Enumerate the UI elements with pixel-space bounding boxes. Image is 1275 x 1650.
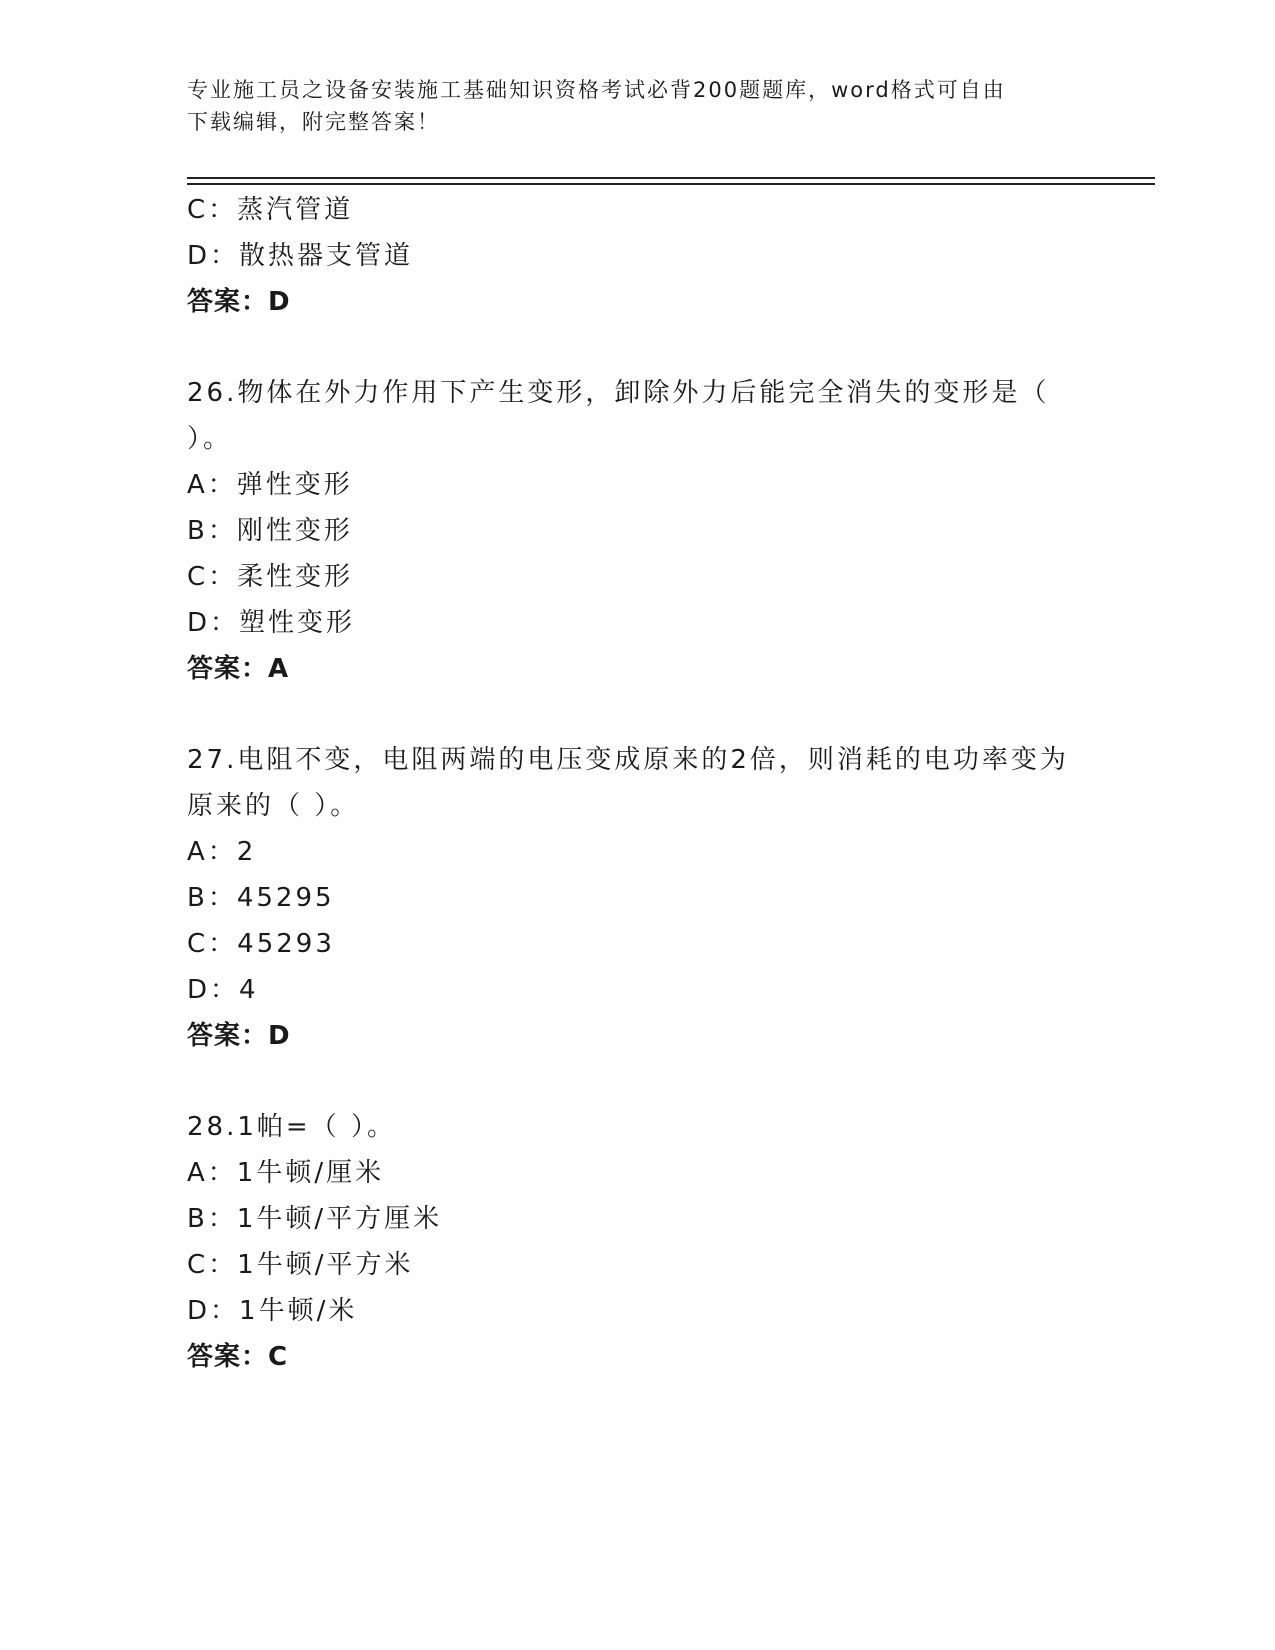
option-label: D：	[187, 975, 240, 1005]
option-c	[187, 554, 1087, 600]
option-text: 45293	[237, 929, 335, 959]
option-label: A：	[187, 837, 237, 867]
option-text: 1牛顿/平方厘米	[236, 1204, 443, 1234]
option-a	[187, 462, 1087, 508]
question-25-continued	[187, 187, 1087, 325]
spacer	[187, 692, 1087, 737]
option-d	[187, 233, 1087, 279]
spacer	[187, 1059, 1087, 1104]
option-d	[187, 1288, 1087, 1334]
option-label: B：	[187, 1204, 237, 1234]
option-text: 刚性变形	[236, 516, 353, 546]
option-label: A：	[187, 470, 237, 500]
question-27	[187, 737, 1087, 1059]
question-stem-line-2: ）。	[187, 424, 233, 454]
question-28	[187, 1104, 1087, 1380]
header-title-line-1: 专业施工员之设备安装施工基础知识资格考试必背200题题库，word格式可自由	[187, 78, 1006, 102]
option-d	[187, 967, 1087, 1013]
option-text: 弹性变形	[236, 470, 353, 500]
option-label: C：	[187, 195, 238, 225]
option-text: 1牛顿/厘米	[236, 1158, 385, 1188]
question-stem-line-1: 28.1帕=（ ）。	[187, 1112, 396, 1142]
option-b	[187, 508, 1087, 554]
option-c	[187, 921, 1087, 967]
option-text: 塑性变形	[239, 608, 356, 638]
header-title-line-2: 下载编辑，附完整答案！	[187, 110, 440, 134]
spacer	[187, 325, 1087, 370]
option-label: D：	[187, 1296, 240, 1326]
option-text: 45295	[236, 883, 335, 913]
option-b	[187, 875, 1087, 921]
option-c	[187, 187, 1087, 233]
option-label: C：	[187, 1250, 238, 1280]
answer-line: 答案：A	[187, 654, 290, 684]
option-text: 2	[236, 837, 257, 867]
option-label: C：	[187, 929, 238, 959]
option-label: D：	[187, 608, 240, 638]
option-label: D：	[187, 241, 240, 271]
header-divider-bottom	[187, 183, 1155, 185]
question-stem-line-1: 26.物体在外力作用下产生变形，卸除外力后能完全消失的变形是（	[187, 378, 1050, 408]
option-label: B：	[187, 516, 237, 546]
option-a	[187, 829, 1087, 875]
option-label: A：	[187, 1158, 237, 1188]
question-list	[187, 187, 1087, 1380]
option-a	[187, 1150, 1087, 1196]
answer-line: 答案：D	[187, 287, 291, 317]
question-stem-line-2: 原来的（ ）。	[187, 791, 360, 821]
question-26	[187, 370, 1087, 692]
option-d	[187, 600, 1087, 646]
answer-line: 答案：C	[187, 1342, 289, 1372]
option-text: 柔性变形	[237, 562, 354, 592]
document-header	[187, 74, 1067, 138]
option-label: B：	[187, 883, 237, 913]
option-text: 散热器支管道	[239, 241, 414, 271]
option-c	[187, 1242, 1087, 1288]
answer-line: 答案：D	[187, 1021, 291, 1051]
option-text: 1牛顿/米	[239, 1296, 358, 1326]
option-text: 蒸汽管道	[237, 195, 354, 225]
option-b	[187, 1196, 1087, 1242]
option-text: 4	[239, 975, 259, 1005]
question-stem-line-1: 27.电阻不变，电阻两端的电压变成原来的2倍，则消耗的电功率变为	[187, 745, 1069, 775]
header-divider-top	[187, 177, 1155, 179]
option-text: 1牛顿/平方米	[237, 1250, 414, 1280]
option-label: C：	[187, 562, 238, 592]
